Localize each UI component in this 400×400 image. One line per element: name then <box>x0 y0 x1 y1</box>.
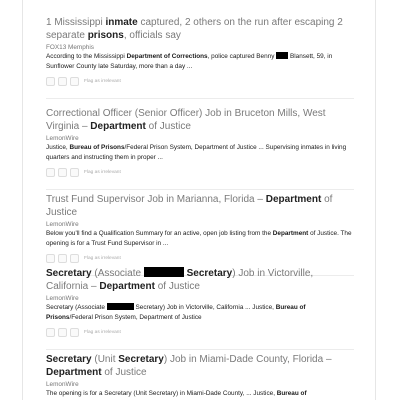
page-border-left <box>22 0 23 400</box>
snippet-text: /Federal Prison System, Department of Justice ... Supervising inmates in living quarters and instructing them in proper ... <box>46 144 347 161</box>
snippet-text: /Federal Prison System, Department of Justice <box>69 313 202 321</box>
snippet-text: According to the Mississippi <box>46 53 127 60</box>
page-border-right <box>375 0 376 400</box>
snippet-highlight: Bureau of Prisons <box>69 144 125 151</box>
feedback-checkbox[interactable] <box>70 254 79 263</box>
title-highlight: Department <box>46 366 102 378</box>
snippet-text: Blansett, 59, in Sunflower County late Saturday, more than a day ... <box>46 53 333 70</box>
title-text: of Justice <box>154 280 200 292</box>
feedback-checkbox[interactable] <box>70 328 79 337</box>
feedback-checkbox[interactable] <box>58 328 67 337</box>
feedback-checkbox[interactable] <box>70 168 79 177</box>
result-divider <box>46 189 354 190</box>
snippet-highlight: Department of Corrections <box>126 53 208 60</box>
snippet-text: Secretary) Job in Victorville, California ... Justice, <box>135 304 276 311</box>
result-title-link[interactable] <box>46 354 354 379</box>
result-source: LemonWire <box>46 221 79 228</box>
title-text: Trust Fund Supervisor Job in Marianna, Florida – <box>46 194 266 205</box>
result-title-link[interactable] <box>46 17 354 42</box>
feedback-checkbox[interactable] <box>58 77 67 86</box>
title-highlight: Secretary <box>118 354 164 365</box>
feedback-checkbox[interactable] <box>46 254 55 263</box>
result-item <box>46 267 354 350</box>
snippet-highlight: Bureau of <box>276 390 307 397</box>
snippet-highlight: Department <box>272 230 309 237</box>
snippet-text: Secretary (Associate <box>46 304 107 311</box>
snippet-highlight: Bureau of Prisons <box>46 304 306 321</box>
result-source: FOX13 Memphis <box>46 44 94 51</box>
title-highlight: Secretary <box>46 268 92 279</box>
title-text: of Justice <box>101 366 147 378</box>
result-divider <box>46 98 354 99</box>
feedback-checkbox[interactable] <box>46 328 55 337</box>
title-text: of Justice <box>46 194 333 218</box>
title-highlight: Department <box>265 194 322 205</box>
feedback-checkbox[interactable] <box>46 77 55 86</box>
feedback-row <box>46 77 354 88</box>
snippet-text: Below you'll find a Qualification Summary for an active, open job listing from the <box>46 230 273 237</box>
title-highlight: Secretary <box>46 354 92 365</box>
feedback-checkbox[interactable] <box>58 168 67 177</box>
redaction-block <box>276 52 288 59</box>
title-highlight: Department <box>90 120 146 132</box>
title-text: ) Job in Victorville, California – <box>46 268 314 292</box>
result-item <box>46 108 354 190</box>
flag-irrelevant-link[interactable]: Flag as irrelevant <box>84 329 121 335</box>
title-text: (Unit <box>91 354 119 365</box>
feedback-checkbox[interactable] <box>46 168 55 177</box>
result-title-link[interactable] <box>46 108 354 133</box>
feedback-row <box>46 168 354 179</box>
title-highlight: Department <box>99 280 155 292</box>
result-divider <box>46 349 354 350</box>
title-text: Correctional Officer (Senior Officer) Job in Bruceton Mills, West Virginia – <box>46 108 326 132</box>
feedback-row <box>46 254 354 265</box>
feedback-checkbox[interactable] <box>58 254 67 263</box>
feedback-row <box>46 328 354 339</box>
snippet-text: The opening is for a Secretary (Unit Secretary) in Miami-Dade County, ... Justice, <box>46 390 277 397</box>
flag-irrelevant-link[interactable]: Flag as irrelevant <box>84 169 121 175</box>
result-item <box>46 194 354 276</box>
title-text: ) Job in Miami-Dade County, Florida – <box>163 354 332 365</box>
redaction-block <box>144 267 184 277</box>
title-text: , officials say <box>123 29 181 41</box>
snippet-text: Justice, <box>46 144 70 151</box>
result-item <box>46 17 354 99</box>
result-snippet <box>46 229 354 249</box>
title-text: 1 Mississippi <box>46 17 106 28</box>
title-highlight: prisons <box>87 29 124 41</box>
title-highlight: Secretary <box>186 268 233 279</box>
title-text: of Justice <box>145 120 191 132</box>
redaction-block <box>107 303 134 310</box>
result-snippet <box>46 143 354 163</box>
title-text: (Associate <box>91 268 144 279</box>
title-text: captured, 2 others on the run after escaping 2 separate <box>46 17 343 41</box>
flag-irrelevant-link[interactable]: Flag as irrelevant <box>84 255 121 261</box>
result-snippet <box>46 52 354 72</box>
result-source: LemonWire <box>46 135 79 142</box>
result-source: LemonWire <box>46 295 79 302</box>
result-item <box>46 354 354 399</box>
result-snippet <box>46 303 354 323</box>
snippet-text: , police captured Benny <box>207 53 277 60</box>
snippet-text: of Justice. The opening is for a Trust Fund Supervisor in ... <box>46 230 352 247</box>
title-highlight: inmate <box>105 17 138 28</box>
result-title-link[interactable] <box>46 194 354 219</box>
feedback-checkbox[interactable] <box>70 77 79 86</box>
flag-irrelevant-link[interactable]: Flag as irrelevant <box>84 78 121 84</box>
result-title-link[interactable] <box>46 267 354 293</box>
result-snippet <box>46 389 354 399</box>
result-source: LemonWire <box>46 381 79 388</box>
